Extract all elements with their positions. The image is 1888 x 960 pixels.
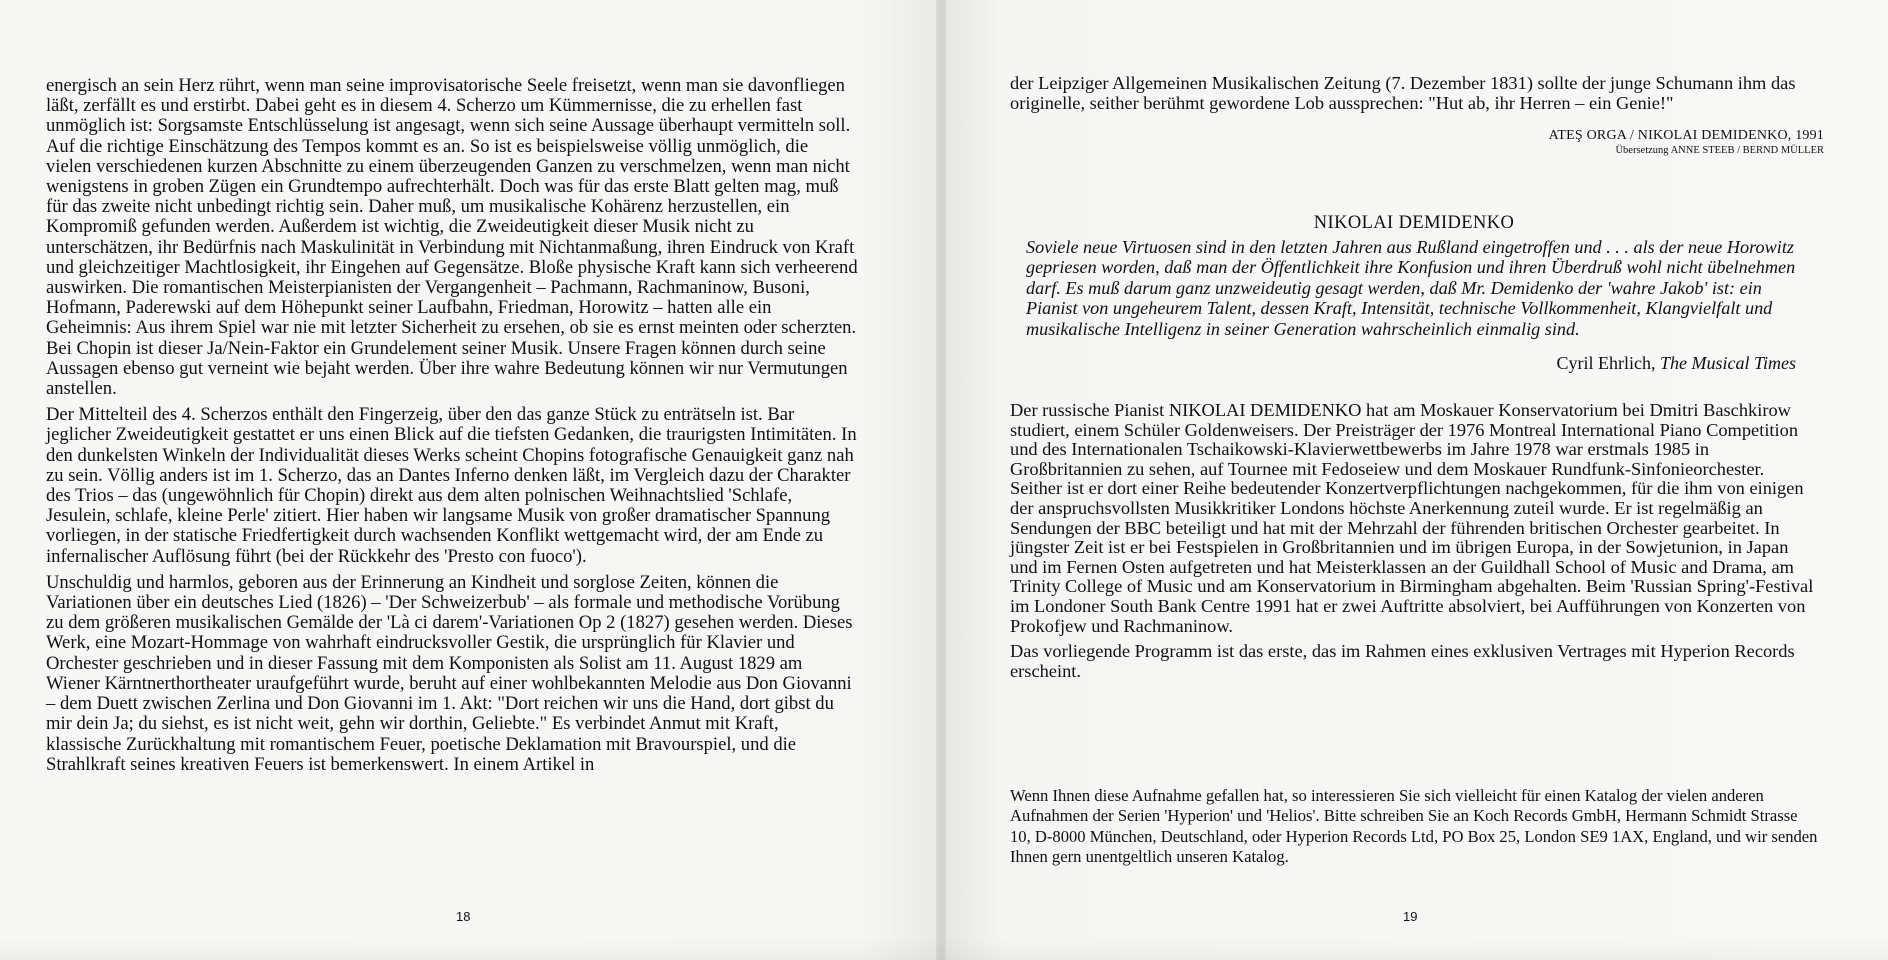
press-quote: Soviele neue Virtuosen sind in den letzten Jahren aus Rußland eingetroffen und . . . als der neue Horowitz gepriesen worden, daß man der Öffentlichkeit ihre Konfusion und ihren Überdruß wohl nicht übelnehmen darf. Es muß darum ganz unzweideutig gesagt werden, daß Mr. Demidenko der 'wahre Jakob' ist: ein Pianist von ungeheurem Talent, dessen Kraft, Intensität, technische Vollkommenheit, Klangvielfalt und musikalische Intelligenz in seiner Generation wahrscheinlich einmalig sind. (1026, 237, 1796, 339)
page-number-right: 19 (1403, 909, 1418, 924)
quote-source: The Musical Times (1659, 353, 1796, 373)
essay-credit (1549, 128, 1824, 156)
continuation-paragraph: der Leipziger Allgemeinen Musikalischen Zeitung (7. Dezember 1831) sollte der junge Schumann ihm das originelle, seither berühmt gewordene Lob aussprechen: "Hut ab, ihr Herren – ein Genie!" (1010, 73, 1796, 113)
left-paragraph-2: Der Mittelteil des 4. Scherzos enthält den Fingerzeig, über den das ganze Stück zu enträtseln ist. Bar jeglicher Zweideutigkeit gestattet er uns einen Blick auf die tiefsten Gedanken, die traurigsten Intimitäten. In den dunkelsten Winkeln der Individualität dieses Werks scheint Chopins fotografische Genauigkeit ganz nah zu sein. Völlig anders ist im 1. Scherzo, das an Dantes Inferno denken läßt, im Vergleich dazu der Charakter des Trios – das (ungewöhnlich für Chopin) direkt aus dem alten polnischen Weihnachtslied 'Schlafe, Jesulein, schlafe, kleine Perle' zitiert. Hier haben wir langsame Musik von großer dramatischer Spannung vorliegen, in der statische Friedfertigkeit durch wachsenden Konflikt wettgemacht wird, der am Ende zu infernalischer Auflösung führt (bei der Rückkehr des 'Presto con fuoco'). (46, 404, 857, 567)
quote-author: Cyril Ehrlich, (1556, 353, 1656, 373)
right-continuation (1010, 74, 1810, 113)
artist-biography (1010, 401, 1820, 687)
author-credit: ATEŞ ORGA / NIKOLAI DEMIDENKO, 1991 (1548, 128, 1824, 143)
artist-heading: NIKOLAI DEMIDENKO (1313, 213, 1515, 233)
left-paragraph-3: Unschuldig und harmlos, geboren aus der Erinnerung an Kindheit und sorglose Zeiten, können die Variationen über ein deutsches Lied (1826) – 'Der Schweizerbub' – als formale und methodische Vorübung zu dem größeren musikalischen Gemälde der 'Là ci darem'-Variationen Op 2 (1827) gesehen werden. Dieses Werk, eine Mozart-Hommage von wahrhaft eindrucksvoller Gestik, die ursprünglich für Klavier und Orchester geschrieben und in dieser Fassung mit dem Komponisten als Solist am 11. August 1829 am Wiener Kärntnerthortheater uraufgeführt wurde, beruht auf einer wohlbekannten Melodie aus Don Giovanni – dem Duett zwischen Zerlina und Don Giovanni im 1. Akt: "Dort reichen wir uns die Hand, dort gibst du mir dein Ja; du siehst, es ist nicht weit, gehn wir dorthin, Geliebte." Es verbindet Anmut mit Kraft, klassische Zurückhaltung mit romantischem Feuer, poetische Deklamation mit Bravourspiel, und die Strahlkraft seines kreativen Feuers ist bemerkenswert. In einem Artikel in (46, 571, 853, 775)
left-paragraph-1: energisch an sein Herz rührt, wenn man seine improvisatorische Seele freisetzt, wenn man sie davonfliegen läßt, zerfällt es und erstirbt. Dabei geht es in diesem 4. Scherzo um Kümmernisse, die zu erhellen fast unmöglich ist: Sorgsamste Entschlüsselung ist angesagt, wenn sich seine Aussage überhaupt vermitteln soll. Auf die richtige Einschätzung des Tempos kommt es an. So ist es beispielsweise völlig unmöglich, die vielen verschiedenen kurzen Abschnitte zu einem überzeugenden Ganzen zu verschmelzen, wenn man nicht wenigstens in groben Zügen ein Grundtempo aufrechterhält. Doch was für das erste Blatt gelten mag, muß für das zweite nicht unbedingt richtig sein. Daher muß, um musikalische Kohärenz herzustellen, ein Kompromiß gefunden werden. Außerdem ist wichtig, die Zweideutigkeit dieser Musik nicht zu unterschätzen, ihr Bedürfnis nach Maskulinität in Verbindung mit Nichtanmaßung, ihren Eindruck von Kraft und gleichzeitiger Machtlosigkeit, ihr Eingehen auf Gegensätze. Bloße physische Kraft kann sich verheerend auswirken. Die romantischen Meisterpianisten der Vergangenheit – Pachmann, Rachmaninow, Busoni, Hofmann, Paderewski auf dem Höhepunkt seiner Laufbahn, Friedman, Horowitz – hatten alle ein Geheimnis: Aus ihrem Spiel war nie mit letzter Sicherheit zu ersehen, ob sie es ernst meinten oder scherzten. Bei Chopin ist dieser Ja/Nein-Faktor ein Grundelement seiner Musik. Unsere Fragen können durch seine Aussagen ebenso gut verneint wie bejaht werden. Über ihre wahre Bedeutung können wir nur Vermutungen anstellen. (46, 75, 858, 400)
catalog-paragraph: Wenn Ihnen diese Aufnahme gefallen hat, so interessieren Sie sich vielleicht für einen Katalog der vielen anderen Aufnahmen der Serien 'Hyperion' und 'Helios'. Bitte schreiben Sie an Koch Records GmbH, Hermann Schmidt Strasse 10, D-8000 München, Deutschland, oder Hyperion Records Ltd, PO Box 25, London SE9 1AX, England, und wir senden Ihnen gern unentgeltlich unseren Katalog. (1010, 786, 1818, 867)
left-page-body (46, 76, 858, 781)
translation-credit: Übersetzung ANNE STEEB / BERND MÜLLER (1615, 145, 1824, 156)
bio-paragraph-1: Der russische Pianist NIKOLAI DEMIDENKO hat am Moskauer Konservatorium bei Dmitri Baschkirow studiert, einem Schüler Goldenweisers. Der Preisträger der 1976 Montreal International Piano Competition und des Internationalen Tschaikowski-Klavierwettbewerbs im Jahre 1978 war erstmals 1985 in Großbritannien zu sehen, auf Tournee mit Fedoseiew und dem Moskauer Rundfunk-Sinfonieorchester. Seither ist er dort einer Reihe bedeutender Konzertverpflichtungen nachgekommen, für die ihm von einigen der anspruchsvollsten Musikkritiker Londons höchste Anerkennung zuteil wurde. Er ist regelmäßig an Sendungen der BBC beteiligt und hat mit der Mehrzahl der führenden britischen Orchester gearbeitet. In jüngster Zeit ist er bei Festspielen in Großbritannien und im übrigen Europa, in der Sowjetunion, in Japan und im Fernen Osten aufgetreten und hat Meisterklassen an der Guildhall School of Music and Drama, am Trinity College of Music und am Konservatorium in Birmingham abgehalten. Beim 'Russian Spring'-Festival im Londoner South Bank Centre 1991 hat er zwei Auftritte absolviert, bei Aufführungen von Konzerten von Prokofjew und Rachmaninow. (1010, 400, 1814, 636)
quote-attribution (1557, 353, 1797, 374)
scan-bottom-shadow (0, 938, 1888, 960)
bio-paragraph-2: Das vorliegende Programm ist das erste, das im Rahmen eines exklusiven Vertrages mit Hyperion Records erscheint. (1010, 641, 1795, 681)
catalog-note (1010, 786, 1820, 868)
page-number-left: 18 (456, 909, 471, 924)
